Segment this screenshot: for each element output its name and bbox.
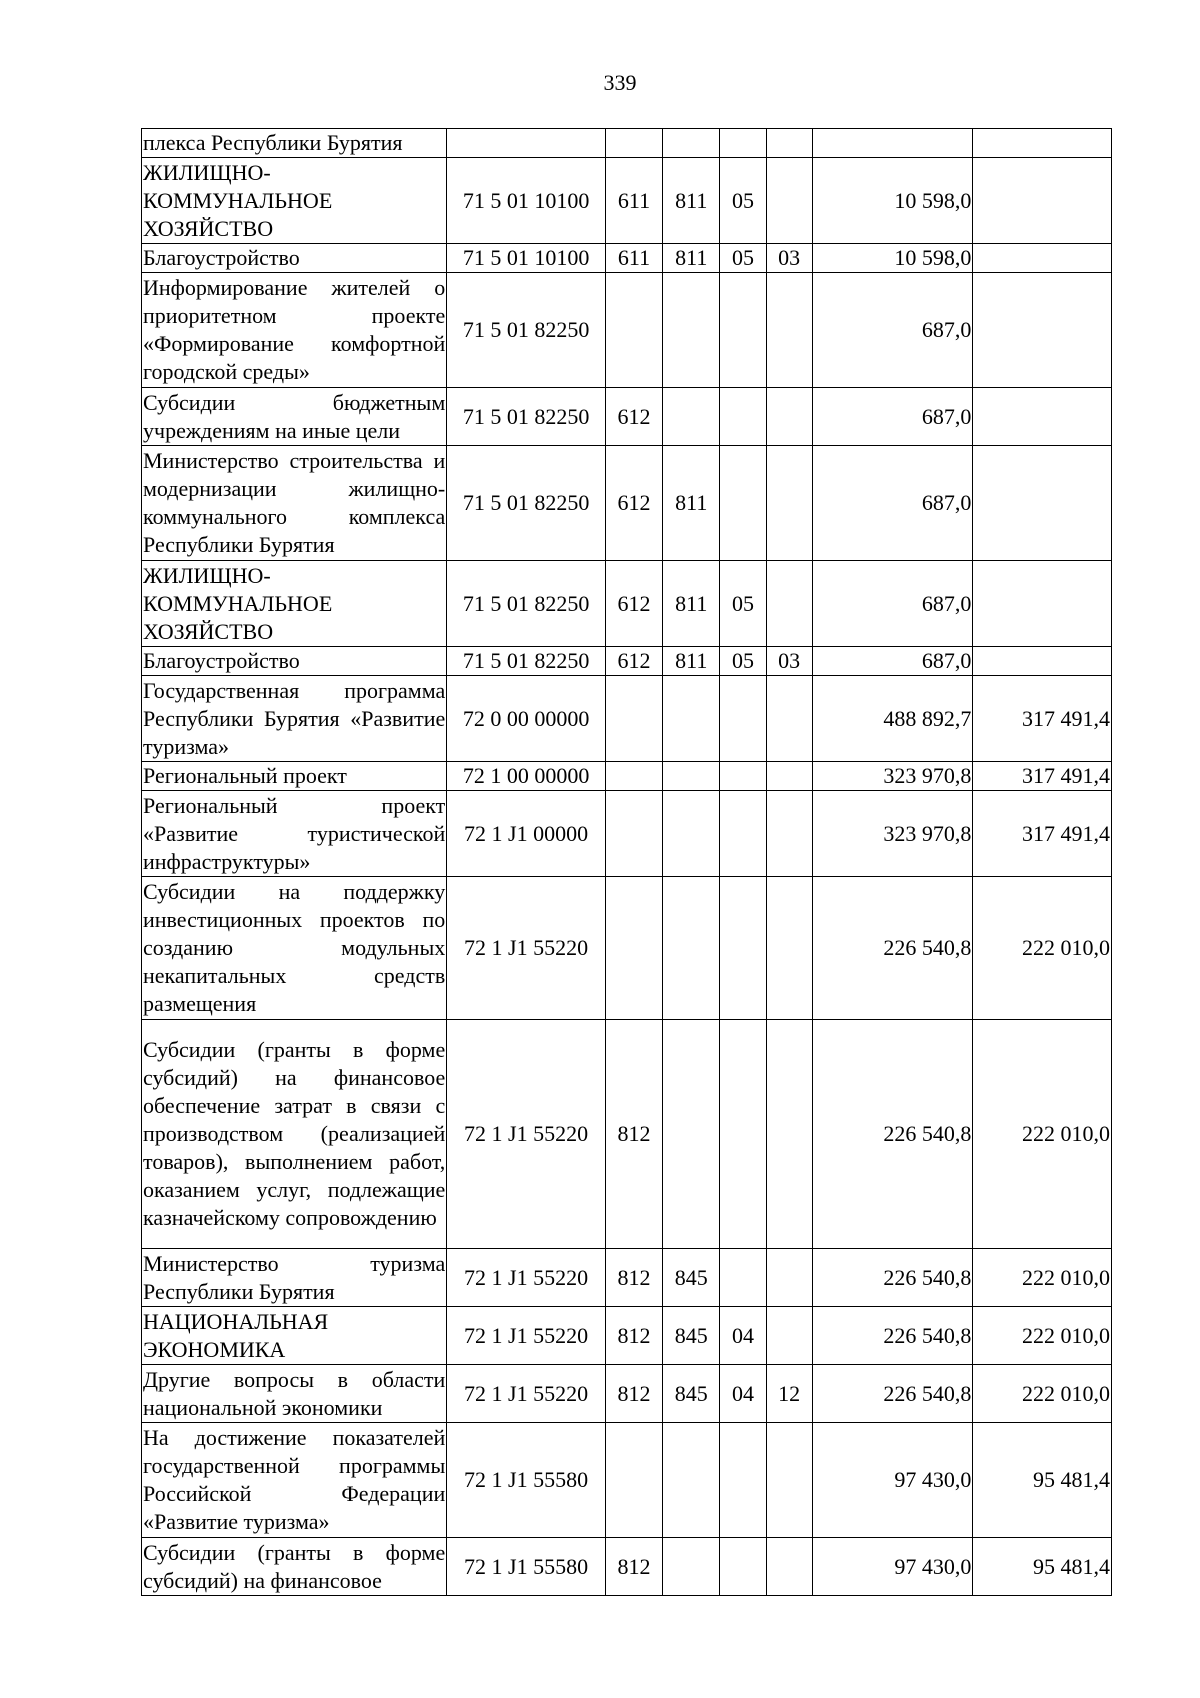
target-article-code: 71 5 01 82250	[447, 388, 606, 446]
table-row	[142, 273, 1112, 388]
administrator-code	[663, 273, 720, 388]
row-name: Региональный проект	[142, 762, 447, 791]
administrator-code: 845	[663, 1307, 720, 1365]
table-row	[142, 647, 1112, 676]
expense-type-code: 612	[605, 561, 662, 647]
table-row	[142, 1020, 1112, 1249]
expense-type-code	[605, 762, 662, 791]
expense-type-code: 611	[605, 244, 662, 273]
amount-year-2	[973, 388, 1112, 446]
subsection-code	[766, 158, 812, 244]
table-row	[142, 561, 1112, 647]
target-article-code: 72 1 J1 55580	[447, 1423, 606, 1538]
row-name: Министерство строительства и модернизации жилищно-коммунального комплекса Республики Бурятия	[142, 446, 447, 561]
subsection-code	[766, 1249, 812, 1307]
budget-table	[141, 128, 1112, 1596]
row-name: Субсидии (гранты в форме субсидий) на финансовое обеспечение затрат в связи с производством (реализацией товаров), выполнением работ, оказанием услуг, подлежащие казначейскому сопровождению	[142, 1020, 447, 1249]
expense-type-code: 612	[605, 388, 662, 446]
target-article-code: 72 1 J1 55220	[447, 1365, 606, 1423]
administrator-code: 811	[663, 244, 720, 273]
table-row	[142, 129, 1112, 158]
section-code: 05	[720, 244, 766, 273]
target-article-code: 72 0 00 00000	[447, 676, 606, 762]
table-row	[142, 158, 1112, 244]
amount-year-1: 97 430,0	[812, 1423, 973, 1538]
row-name: плекса Республики Бурятия	[142, 129, 447, 158]
section-code: 05	[720, 647, 766, 676]
administrator-code	[663, 129, 720, 158]
section-code: 04	[720, 1307, 766, 1365]
subsection-code	[766, 1538, 812, 1596]
amount-year-2: 222 010,0	[973, 877, 1112, 1020]
subsection-code: 03	[766, 244, 812, 273]
table-row	[142, 1307, 1112, 1365]
target-article-code	[447, 129, 606, 158]
amount-year-1: 687,0	[812, 561, 973, 647]
amount-year-2: 222 010,0	[973, 1365, 1112, 1423]
subsection-code	[766, 129, 812, 158]
row-name: Благоустройство	[142, 244, 447, 273]
amount-year-1: 687,0	[812, 446, 973, 561]
target-article-code: 72 1 J1 55580	[447, 1538, 606, 1596]
target-article-code: 71 5 01 82250	[447, 446, 606, 561]
amount-year-2: 222 010,0	[973, 1020, 1112, 1249]
subsection-code	[766, 1307, 812, 1365]
target-article-code: 71 5 01 82250	[447, 647, 606, 676]
row-name: Субсидии (гранты в форме субсидий) на финансовое	[142, 1538, 447, 1596]
target-article-code: 71 5 01 82250	[447, 273, 606, 388]
row-name: Региональный проект «Развитие туристической инфраструктуры»	[142, 791, 447, 877]
table-row	[142, 1538, 1112, 1596]
amount-year-2: 317 491,4	[973, 762, 1112, 791]
row-name: Государственная программа Республики Бурятия «Развитие туризма»	[142, 676, 447, 762]
section-code	[720, 877, 766, 1020]
section-code	[720, 1020, 766, 1249]
section-code: 05	[720, 561, 766, 647]
administrator-code	[663, 762, 720, 791]
administrator-code	[663, 1423, 720, 1538]
administrator-code: 811	[663, 158, 720, 244]
expense-type-code	[605, 129, 662, 158]
amount-year-1: 226 540,8	[812, 877, 973, 1020]
table-row	[142, 791, 1112, 877]
subsection-code	[766, 676, 812, 762]
subsection-code	[766, 791, 812, 877]
amount-year-1: 226 540,8	[812, 1249, 973, 1307]
amount-year-2: 222 010,0	[973, 1249, 1112, 1307]
row-name: Субсидии бюджетным учреждениям на иные цели	[142, 388, 447, 446]
page-number: 339	[603, 70, 637, 95]
amount-year-1: 687,0	[812, 647, 973, 676]
expense-type-code: 812	[605, 1249, 662, 1307]
expense-type-code	[605, 791, 662, 877]
table-row	[142, 446, 1112, 561]
subsection-code	[766, 561, 812, 647]
amount-year-2	[973, 244, 1112, 273]
expense-type-code: 812	[605, 1307, 662, 1365]
table-row	[142, 388, 1112, 446]
row-name: Субсидии на поддержку инвестиционных проектов по созданию модульных некапитальных средств размещения	[142, 877, 447, 1020]
administrator-code: 811	[663, 647, 720, 676]
section-code	[720, 273, 766, 388]
table-body	[142, 129, 1112, 1596]
target-article-code: 71 5 01 10100	[447, 244, 606, 273]
row-name: Информирование жителей о приоритетном проекте «Формирование комфортной городской среды»	[142, 273, 447, 388]
row-name: Другие вопросы в области национальной экономики	[142, 1365, 447, 1423]
amount-year-1: 226 540,8	[812, 1020, 973, 1249]
administrator-code: 845	[663, 1249, 720, 1307]
target-article-code: 71 5 01 82250	[447, 561, 606, 647]
amount-year-2	[973, 561, 1112, 647]
expense-type-code: 612	[605, 647, 662, 676]
subsection-code	[766, 273, 812, 388]
amount-year-1: 10 598,0	[812, 244, 973, 273]
subsection-code	[766, 446, 812, 561]
target-article-code: 72 1 00 00000	[447, 762, 606, 791]
subsection-code	[766, 1423, 812, 1538]
expense-type-code: 812	[605, 1538, 662, 1596]
amount-year-2	[973, 273, 1112, 388]
target-article-code: 72 1 J1 00000	[447, 791, 606, 877]
table-row	[142, 1423, 1112, 1538]
subsection-code	[766, 1020, 812, 1249]
target-article-code: 72 1 J1 55220	[447, 877, 606, 1020]
administrator-code	[663, 1538, 720, 1596]
amount-year-2	[973, 446, 1112, 561]
amount-year-1: 323 970,8	[812, 762, 973, 791]
target-article-code: 72 1 J1 55220	[447, 1307, 606, 1365]
amount-year-2	[973, 158, 1112, 244]
expense-type-code	[605, 1423, 662, 1538]
administrator-code: 811	[663, 561, 720, 647]
expense-type-code: 611	[605, 158, 662, 244]
row-name: НАЦИОНАЛЬНАЯ ЭКОНОМИКА	[142, 1307, 447, 1365]
amount-year-1: 226 540,8	[812, 1365, 973, 1423]
target-article-code: 71 5 01 10100	[447, 158, 606, 244]
expense-type-code: 612	[605, 446, 662, 561]
administrator-code: 845	[663, 1365, 720, 1423]
table-row	[142, 877, 1112, 1020]
amount-year-2: 317 491,4	[973, 791, 1112, 877]
section-code	[720, 446, 766, 561]
expense-type-code	[605, 273, 662, 388]
section-code: 05	[720, 158, 766, 244]
administrator-code: 811	[663, 446, 720, 561]
administrator-code	[663, 388, 720, 446]
amount-year-1: 97 430,0	[812, 1538, 973, 1596]
row-name: Благоустройство	[142, 647, 447, 676]
section-code	[720, 129, 766, 158]
subsection-code	[766, 388, 812, 446]
amount-year-1	[812, 129, 973, 158]
amount-year-2: 95 481,4	[973, 1423, 1112, 1538]
section-code	[720, 1538, 766, 1596]
subsection-code: 12	[766, 1365, 812, 1423]
administrator-code	[663, 1020, 720, 1249]
table-row	[142, 1365, 1112, 1423]
section-code	[720, 388, 766, 446]
amount-year-1: 687,0	[812, 388, 973, 446]
target-article-code: 72 1 J1 55220	[447, 1020, 606, 1249]
expense-type-code	[605, 877, 662, 1020]
amount-year-2: 95 481,4	[973, 1538, 1112, 1596]
row-name: ЖИЛИЩНО-КОММУНАЛЬНОЕ ХОЗЯЙСТВО	[142, 158, 447, 244]
administrator-code	[663, 676, 720, 762]
section-code: 04	[720, 1365, 766, 1423]
subsection-code	[766, 762, 812, 791]
section-code	[720, 1423, 766, 1538]
amount-year-2	[973, 647, 1112, 676]
administrator-code	[663, 877, 720, 1020]
administrator-code	[663, 791, 720, 877]
amount-year-1: 10 598,0	[812, 158, 973, 244]
target-article-code: 72 1 J1 55220	[447, 1249, 606, 1307]
row-name: Министерство туризма Республики Бурятия	[142, 1249, 447, 1307]
amount-year-1: 323 970,8	[812, 791, 973, 877]
expense-type-code: 812	[605, 1365, 662, 1423]
section-code	[720, 1249, 766, 1307]
expense-type-code: 812	[605, 1020, 662, 1249]
amount-year-1: 226 540,8	[812, 1307, 973, 1365]
amount-year-1: 687,0	[812, 273, 973, 388]
expense-type-code	[605, 676, 662, 762]
amount-year-2: 317 491,4	[973, 676, 1112, 762]
row-name: ЖИЛИЩНО-КОММУНАЛЬНОЕ ХОЗЯЙСТВО	[142, 561, 447, 647]
table-row	[142, 676, 1112, 762]
amount-year-2: 222 010,0	[973, 1307, 1112, 1365]
row-name: На достижение показателей государственной программы Российской Федерации «Развитие туризма»	[142, 1423, 447, 1538]
amount-year-2	[973, 129, 1112, 158]
section-code	[720, 676, 766, 762]
table-row	[142, 244, 1112, 273]
section-code	[720, 762, 766, 791]
section-code	[720, 791, 766, 877]
amount-year-1: 488 892,7	[812, 676, 973, 762]
table-row	[142, 762, 1112, 791]
table-row	[142, 1249, 1112, 1307]
subsection-code	[766, 877, 812, 1020]
subsection-code: 03	[766, 647, 812, 676]
